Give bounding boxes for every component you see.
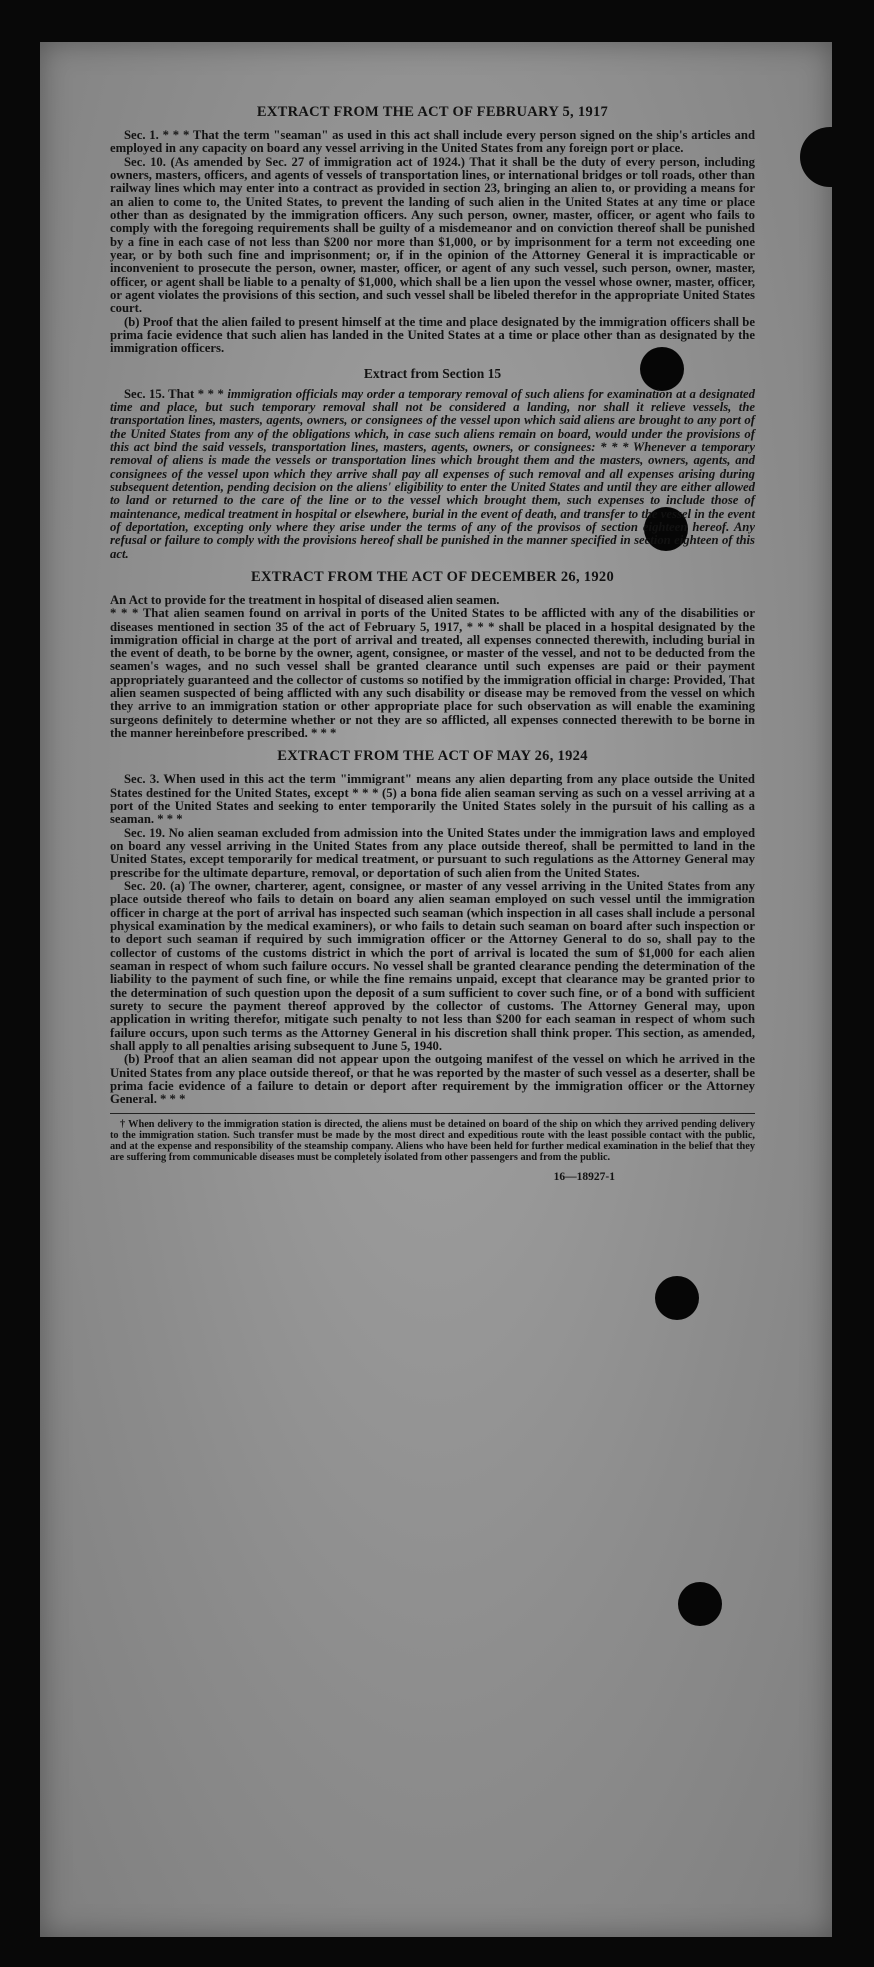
punch-hole-4 [678, 1582, 722, 1626]
section-15-prefix: Sec. 15. That * * * [124, 386, 224, 401]
punch-hole-3 [655, 1276, 699, 1320]
document-number: 16—18927-1 [553, 1171, 615, 1184]
section-10-b: (b) Proof that the alien failed to present himself at the time and place designated by the immigration officers shall be prima facie evidence that such alien has landed in the United States at a time or place other than as designated by the immigration officers. [110, 314, 755, 356]
section-15 [110, 388, 755, 561]
section-3: Sec. 3. When used in this act the term "immigrant" means any alien departing from any place outside the United States destined for the United States, except * * * (5) a bona fide alien seaman serving as such on a vessel arriving at a port of the United States and seeking to enter temporarily the United States solely in the pursuit of his calling as a seaman. * * * [110, 772, 755, 827]
heading-section-15: Extract from Section 15 [363, 365, 502, 381]
section-19: Sec. 19. No alien seaman excluded from admission into the United States under the immigration laws and employed on board any vessel arriving in the United States from any place outside thereof, shall be permitted to land in the United States, except temporarily for medical treatment, or pursuant to such regulations as the Attorney General may prescribe for the ultimate departure, removal, or deportation of such alien from the United States. [110, 825, 755, 880]
act-1920-body: * * * That alien seamen found on arrival in ports of the United States to be afflicted with any of the disabilities or diseases mentioned in section 35 of the act of February 5, 1917, * * * shall be placed in a hospital designated by the immigration official in charge at the port of arrival and treated, all expenses connected therewith, including burial in the event of death, to be borne by the owner, agent, consignee, or master of the vessel, and not to be deducted from the seamen's wages, and no such vessel shall be granted clearance until such expenses are paid or their payment appropriately guaranteed and the collector of customs so notified by the immigration official in charge: Provided, That alien seamen suspected of being afflicted with any such disability or disease may be removed from the vessel on which they arrive to an immigration station or other appropriate place for such observation as will enable the examining surgeons definitely to determine whether or not they are so afflicted, all expenses connected therewith to be borne in the manner hereinbefore prescribed. * * * [110, 606, 755, 741]
scanned-page [40, 42, 832, 1937]
edge-notch [800, 127, 832, 187]
footnote-text: † When delivery to the immigration station is directed, the aliens must be detained on board of the ship on which they arrived pending delivery to the immigration station. Such transfer must be made by the most direct and expeditious route with the least possible contact with the public, and at the expense and responsibility of the steamship company. Aliens who have been held for further medical examination in the belief that they are suffering from communicable diseases must be completely isolated from other passengers and from the public. [110, 1118, 755, 1163]
section-1: Sec. 1. * * * That the term "seaman" as used in this act shall include every person signed on the ship's articles and employed in any capacity on board any vessel arriving in the United States from any foreign port or place. [110, 128, 755, 156]
document-body [110, 104, 755, 1183]
section-15-text: immigration officials may order a temporary removal of such aliens for examination at a designated time and place, but such temporary removal shall not be considered a landing, nor shall it relieve vessels, the transportation lines, masters, agents, owners, or consignees of the vessel upon which said aliens are brought to any port of the United States from any of the obligations which, in case such aliens remain on board, would under the provisions of this act bind the said vessels, transportation lines, masters, agents, owners, or consignees: * * * Whenever a temporary removal of aliens is made the vessels or transportation lines which brought them and the masters, owners, agents, and consignees of the vessel upon which they arrive shall pay all expenses of such removal and all expenses arising during subsequent detention, pending decision on the aliens' eligibility to enter the United States and until they are either allowed to land or returned to the care of the line or to the vessel which brought them, such expenses to include those of maintenance, medical treatment in hospital or elsewhere, burial in the event of death, and transfer to the vessel in the event of deportation, excepting only where they arise under the terms of any of the provisos of section eighteen hereof. Any refusal or failure to comply with the provisions hereof shall be punished in the manner specified in section eighteen of this act. [110, 386, 756, 561]
section-20-b: (b) Proof that an alien seaman did not appear upon the outgoing manifest of the vessel on which he arrived in the United States from any place outside thereof, or that he was reported by the master of such vessel as a deserter, shall be prima facie evidence of a failure to detain or deport after requirement by the immigration officer or the Attorney General. * * * [110, 1052, 755, 1107]
act-1920-title: An Act to provide for the treatment in hospital of diseased alien seamen. [110, 592, 500, 607]
heading-act-1920: EXTRACT FROM THE ACT OF DECEMBER 26, 1920 [250, 568, 615, 585]
heading-act-1917: EXTRACT FROM THE ACT OF FEBRUARY 5, 1917 [256, 104, 609, 120]
footnote [110, 1113, 755, 1163]
heading-act-1924: EXTRACT FROM THE ACT OF MAY 26, 1924 [277, 748, 588, 765]
section-20: Sec. 20. (a) The owner, charterer, agent, consignee, or master of any vessel arriving in the United States from any place outside thereof who fails to detain on board any alien seaman employed on such vessel until the immigration officer in charge at the port of arrival has inspected such seaman (which inspection in all cases shall include a personal physical examination by the medical examiners), or who fails to detain such seaman on board after such inspection or to deport such seaman if required by such immigration officer or the Attorney General to do so, shall pay to the collector of customs of the customs district in which the port of arrival is located the sum of $1,000 for each alien seaman in respect of whom such failure occurs. No vessel shall be granted clearance pending the determination of the liability to the payment of such fine, or while the fine remains unpaid, except that clearance may be granted prior to the determination of such question upon the deposit of a sum sufficient to cover such fine, or of a bond with sufficient surety to secure the payment thereof approved by the collector of customs. The Attorney General may, upon application in writing therefor, mitigate such penalty to not less than $200 for each seaman in respect of whom such failure occurs, upon such terms as the Attorney General in his discretion shall think proper. This section, as amended, shall apply to all penalties arising subsequent to June 5, 1940. [110, 879, 755, 1054]
section-10: Sec. 10. (As amended by Sec. 27 of immigration act of 1924.) That it shall be the duty of every person, including owners, masters, officers, and agents of vessels of transportation lines, or international bridges or toll roads, other than railway lines which may enter into a contract as provided in section 23, bringing an alien to, or providing a means for an alien to come to, the United States, to prevent the landing of such alien in the United States at any time or place other than as designated by the immigration officers. Any such person, owner, master, officer, or agent who fails to comply with the foregoing requirements shall be guilty of a misdemeanor and on conviction thereof shall be punished by a fine in each case of not less than $200 nor more than $1,000, or by imprisonment for a term not exceeding one year, or by both such fine and imprisonment; or, if in the opinion of the Attorney General it is impracticable or inconvenient to prosecute the person, owner, master, officer, or agent of any such vessel, such person, owner, master, officer, or agent shall be liable to a penalty of $1,000, which shall be a lien upon the vessel whose owner, master, officer, or agent violates the provisions of this section, and such vessel shall be libeled therefor in the appropriate United States court. [110, 154, 755, 316]
